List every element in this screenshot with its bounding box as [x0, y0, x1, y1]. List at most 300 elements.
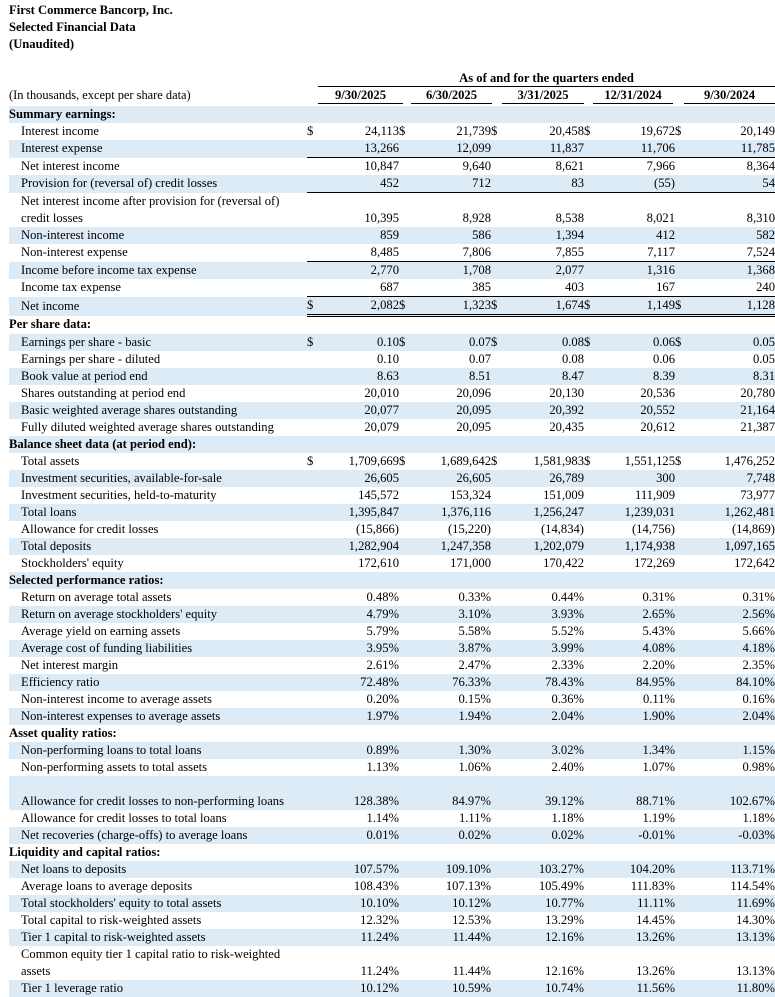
currency-symbol — [399, 402, 410, 419]
cell-value: 1,282,904 — [318, 538, 399, 555]
cell-value — [595, 844, 675, 861]
cell-value — [410, 106, 491, 123]
cell-value: 1,323 — [410, 297, 491, 316]
cell-value: 0.10 — [318, 334, 399, 351]
currency-symbol — [399, 436, 410, 453]
cell-value: 2.65% — [595, 606, 675, 623]
cell-value — [410, 844, 491, 861]
currency-symbol — [399, 589, 410, 606]
cell-value: 0.07 — [410, 334, 491, 351]
cell-value — [410, 572, 491, 589]
currency-symbol — [307, 470, 318, 487]
cell-value: 145,572 — [358, 488, 399, 502]
currency-symbol: $ — [399, 334, 410, 351]
currency-symbol — [584, 844, 595, 861]
cell-value: 5.66% — [742, 624, 775, 638]
cell-value: 21,387 — [740, 420, 775, 434]
section-label: Summary earnings: — [9, 106, 307, 123]
cell-value: 20,095 — [456, 420, 491, 434]
currency-symbol — [584, 810, 595, 827]
currency-symbol — [675, 487, 686, 504]
table-row — [9, 470, 775, 487]
section-label: Selected performance ratios: — [9, 572, 307, 589]
currency-symbol — [399, 912, 410, 929]
currency-symbol — [584, 158, 595, 176]
currency-symbol — [491, 725, 502, 742]
cell-value: 1,174,938 — [595, 538, 675, 555]
cell-value: 9,640 — [462, 159, 491, 173]
row-label: Allowance for credit losses — [21, 522, 159, 536]
cell-value: 153,324 — [450, 488, 491, 502]
cell-value: 12.16% — [545, 964, 584, 978]
cell-value: 12.16% — [502, 929, 584, 946]
currency-symbol — [399, 140, 410, 158]
currency-symbol — [307, 279, 318, 297]
row-label: Investment securities, available-for-sale — [9, 470, 307, 487]
row-label: Shares outstanding at period end — [21, 386, 186, 400]
column-date: 9/30/2024 — [684, 88, 775, 104]
cell-value: 385 — [410, 279, 491, 297]
currency-symbol — [675, 640, 686, 657]
table-row — [9, 861, 775, 878]
currency-symbol — [399, 487, 410, 504]
currency-symbol — [675, 175, 686, 193]
cell-value — [502, 725, 584, 742]
cell-value: 4.18% — [686, 640, 775, 657]
currency-symbol — [675, 759, 686, 776]
cell-value: 1.06% — [458, 760, 491, 774]
cell-value — [686, 572, 775, 589]
row-label: Earnings per share - basic — [9, 334, 307, 351]
currency-symbol — [399, 385, 410, 402]
table-row — [9, 453, 775, 470]
currency-symbol — [675, 419, 686, 436]
section-row — [9, 725, 775, 742]
currency-symbol — [675, 844, 686, 861]
cell-value: 0.08 — [561, 352, 584, 366]
units-note: (In thousands, except per share data) — [9, 88, 191, 102]
currency-symbol — [307, 946, 318, 980]
currency-symbol — [584, 402, 595, 419]
currency-symbol — [307, 351, 318, 368]
row-label: Efficiency ratio — [9, 674, 307, 691]
cell-value: 72.48% — [318, 674, 399, 691]
currency-symbol — [675, 827, 686, 844]
currency-symbol — [307, 419, 318, 436]
cell-value: 1,256,247 — [502, 504, 584, 521]
cell-value: 11,785 — [686, 140, 775, 158]
cell-value: 12.32% — [360, 913, 399, 927]
cell-value: 1,394 — [502, 227, 584, 244]
currency-symbol — [675, 368, 686, 385]
currency-symbol — [491, 244, 502, 262]
cell-value: 0.06 — [652, 352, 675, 366]
currency-symbol — [584, 708, 595, 725]
currency-symbol — [675, 980, 686, 997]
section-row — [9, 572, 775, 589]
currency-symbol — [399, 980, 410, 997]
currency-symbol — [584, 674, 595, 691]
cell-value: (14,869) — [731, 522, 775, 536]
currency-symbol — [399, 175, 410, 193]
currency-symbol — [399, 759, 410, 776]
currency-symbol — [675, 946, 686, 980]
currency-symbol — [584, 385, 595, 402]
cell-value — [595, 572, 675, 589]
cell-value: 8,021 — [646, 211, 675, 225]
cell-value: 0.02% — [502, 827, 584, 844]
cell-value: 172,642 — [734, 556, 775, 570]
table-row — [9, 912, 775, 929]
cell-value: 20,079 — [364, 420, 399, 434]
currency-symbol — [584, 929, 595, 946]
cell-value — [595, 106, 675, 123]
cell-value: 3.02% — [502, 742, 584, 759]
currency-symbol — [307, 316, 318, 335]
currency-symbol — [307, 708, 318, 725]
currency-symbol — [307, 674, 318, 691]
cell-value: 76.33% — [410, 674, 491, 691]
section-label: Per share data: — [9, 317, 92, 332]
currency-symbol — [307, 691, 318, 708]
cell-value: 1,674 — [502, 297, 584, 316]
currency-symbol — [491, 521, 502, 538]
row-label: Total deposits — [9, 538, 307, 555]
column-date: 6/30/2025 — [411, 88, 492, 104]
row-label: Return on average total assets — [21, 590, 172, 604]
table-row — [9, 742, 775, 759]
cell-value: 2.47% — [458, 658, 491, 672]
cell-value: 11,837 — [502, 140, 584, 158]
cell-value: 2,082 — [318, 297, 399, 316]
currency-symbol — [491, 158, 502, 176]
cell-value: 172,610 — [358, 556, 399, 570]
currency-symbol — [307, 810, 318, 827]
cell-value: 1.07% — [642, 760, 675, 774]
row-label: Average loans to average deposits — [21, 879, 193, 893]
currency-symbol — [399, 606, 410, 623]
section-row — [9, 436, 775, 453]
table-row — [9, 351, 775, 368]
cell-value — [595, 725, 675, 742]
currency-symbol — [307, 657, 318, 674]
table-row — [9, 606, 775, 623]
cell-value — [502, 572, 584, 589]
cell-value: 0.36% — [551, 692, 584, 706]
cell-value: 5.52% — [551, 624, 584, 638]
cell-value: 10.12% — [318, 980, 399, 997]
cell-value: 3.93% — [502, 606, 584, 623]
currency-symbol: $ — [584, 454, 591, 468]
cell-value: 1,689,642 — [440, 454, 491, 468]
cell-value: 20,130 — [549, 386, 584, 400]
currency-symbol: $ — [307, 297, 318, 316]
currency-symbol — [584, 980, 595, 997]
row-label: Income tax expense — [21, 280, 122, 295]
currency-symbol — [307, 980, 318, 997]
cell-value: 2.04% — [502, 708, 584, 725]
currency-symbol — [675, 106, 686, 123]
currency-symbol — [399, 419, 410, 436]
cell-value: 11.44% — [452, 964, 491, 978]
company-name: First Commerce Bancorp, Inc. — [9, 3, 173, 17]
currency-symbol — [675, 227, 686, 244]
currency-symbol — [491, 606, 502, 623]
cell-value: 24,113 — [364, 124, 399, 138]
currency-symbol — [307, 776, 318, 810]
currency-symbol — [399, 368, 410, 385]
cell-value: 2,770 — [318, 262, 399, 280]
row-label: Common equity tier 1 capital ratio to risk-weighted assets — [21, 947, 281, 978]
currency-symbol — [675, 279, 686, 297]
cell-value: 11.24% — [360, 964, 399, 978]
currency-symbol — [399, 227, 410, 244]
currency-symbol: $ — [399, 124, 406, 138]
cell-value: 1.18% — [551, 811, 584, 825]
cell-value: 7,806 — [410, 244, 491, 262]
currency-symbol — [491, 589, 502, 606]
row-label: Stockholders' equity — [21, 556, 124, 570]
currency-symbol — [584, 436, 595, 453]
currency-symbol: $ — [675, 334, 686, 351]
row-label: Tier 1 capital to risk-weighted assets — [9, 929, 307, 946]
currency-symbol — [675, 470, 686, 487]
cell-value: 11.69% — [686, 895, 775, 912]
cell-value: (14,834) — [540, 522, 584, 536]
currency-symbol — [491, 504, 502, 521]
currency-symbol — [491, 140, 502, 158]
cell-value: 0.48% — [366, 590, 399, 604]
cell-value: 8.31 — [686, 368, 775, 385]
section-row — [9, 844, 775, 861]
cell-value: 167 — [595, 279, 675, 297]
table-row — [9, 980, 775, 997]
currency-symbol — [399, 827, 410, 844]
cell-value: 26,605 — [318, 470, 399, 487]
currency-symbol — [399, 538, 410, 555]
table-row — [9, 334, 775, 351]
cell-value: 4.08% — [595, 640, 675, 657]
section-row — [9, 316, 775, 335]
cell-value: 1,368 — [686, 262, 775, 280]
currency-symbol — [307, 385, 318, 402]
currency-symbol — [491, 844, 502, 861]
currency-symbol — [491, 895, 502, 912]
table-row — [9, 776, 775, 810]
currency-symbol — [491, 316, 502, 335]
currency-symbol — [584, 419, 595, 436]
cell-value: 0.02% — [410, 827, 491, 844]
row-label: Average cost of funding liabilities — [9, 640, 307, 657]
table-row — [9, 487, 775, 504]
currency-symbol — [491, 691, 502, 708]
currency-symbol — [584, 912, 595, 929]
currency-symbol — [584, 640, 595, 657]
table-row — [9, 521, 775, 538]
currency-symbol — [584, 538, 595, 555]
cell-value: 14.30% — [736, 913, 775, 927]
cell-value: 0.31% — [742, 590, 775, 604]
currency-symbol — [399, 623, 410, 640]
currency-symbol — [675, 657, 686, 674]
table-row — [9, 419, 775, 436]
table-row — [9, 759, 775, 776]
cell-value: 712 — [410, 175, 491, 193]
currency-symbol: $ — [399, 454, 406, 468]
currency-symbol — [491, 878, 502, 895]
currency-symbol — [584, 878, 595, 895]
currency-symbol — [399, 640, 410, 657]
table-row — [9, 140, 775, 158]
cell-value: 8.63 — [318, 368, 399, 385]
currency-symbol — [584, 316, 595, 335]
cell-value: 20,010 — [364, 386, 399, 400]
cell-value: 0.07 — [468, 352, 491, 366]
cell-value: 5.43% — [642, 624, 675, 638]
cell-value: 11.11% — [595, 895, 675, 912]
cell-value: 0.05 — [752, 352, 775, 366]
cell-value: 1,476,252 — [724, 454, 775, 468]
cell-value: 0.06 — [595, 334, 675, 351]
currency-symbol — [675, 158, 686, 176]
table-row — [9, 175, 775, 193]
table-row — [9, 827, 775, 844]
currency-symbol — [307, 623, 318, 640]
table-row — [9, 279, 775, 297]
table-row — [9, 504, 775, 521]
cell-value: 586 — [410, 227, 491, 244]
cell-value: 8,928 — [462, 211, 491, 225]
cell-value: 2.20% — [642, 658, 675, 672]
currency-symbol: $ — [584, 334, 595, 351]
cell-value: 1,247,358 — [410, 538, 491, 555]
currency-symbol — [584, 193, 595, 228]
currency-symbol — [307, 725, 318, 742]
cell-value: 2.56% — [686, 606, 775, 623]
cell-value: 20,095 — [410, 402, 491, 419]
cell-value: 7,966 — [646, 159, 675, 173]
cell-value: 20,536 — [640, 386, 675, 400]
cell-value: 111.83% — [630, 879, 675, 893]
table-row — [9, 810, 775, 827]
cell-value: 107.13% — [445, 879, 491, 893]
cell-value: -0.01% — [595, 827, 675, 844]
currency-symbol — [491, 980, 502, 997]
cell-value: 8.51 — [410, 368, 491, 385]
financial-table — [9, 106, 775, 997]
currency-symbol — [584, 244, 595, 262]
row-label: Interest income — [21, 124, 99, 138]
cell-value: 13.13% — [686, 929, 775, 946]
cell-value: 84.97% — [410, 776, 491, 810]
cell-value: 8,485 — [318, 244, 399, 262]
currency-symbol — [307, 878, 318, 895]
currency-symbol — [675, 589, 686, 606]
cell-value: 1,708 — [410, 262, 491, 280]
currency-symbol — [491, 572, 502, 589]
cell-value — [686, 436, 775, 453]
cell-value: 2.33% — [551, 658, 584, 672]
cell-value: 2,077 — [502, 262, 584, 280]
currency-symbol — [675, 555, 686, 572]
cell-value: 5.58% — [458, 624, 491, 638]
cell-value: 0.33% — [458, 590, 491, 604]
currency-symbol — [675, 436, 686, 453]
row-label: Fully diluted weighted average shares outstanding — [21, 420, 274, 434]
currency-symbol — [399, 657, 410, 674]
cell-value: 88.71% — [595, 776, 675, 810]
cell-value: (15,220) — [447, 522, 491, 536]
currency-symbol — [675, 742, 686, 759]
cell-value — [502, 844, 584, 861]
cell-value: 403 — [502, 279, 584, 297]
currency-symbol — [307, 521, 318, 538]
row-label: Income before income tax expense — [9, 262, 307, 280]
cell-value: 114.54% — [730, 879, 775, 893]
row-label: Net interest income — [21, 158, 120, 173]
cell-value — [595, 436, 675, 453]
currency-symbol — [675, 912, 686, 929]
currency-symbol — [491, 175, 502, 193]
currency-symbol — [675, 385, 686, 402]
cell-value: 1,581,983 — [533, 454, 584, 468]
cell-value: 11.44% — [410, 929, 491, 946]
cell-value: 2.61% — [366, 658, 399, 672]
currency-symbol — [675, 861, 686, 878]
cell-value: 11.24% — [318, 929, 399, 946]
row-label: Investment securities, held-to-maturity — [21, 488, 217, 502]
currency-symbol — [491, 193, 502, 228]
cell-value: 0.44% — [551, 590, 584, 604]
table-row — [9, 123, 775, 140]
cell-value: 1.19% — [642, 811, 675, 825]
currency-symbol — [584, 606, 595, 623]
cell-value: 1.34% — [595, 742, 675, 759]
cell-value: 20,149 — [740, 124, 775, 138]
row-label: Non-interest expenses to average assets — [9, 708, 307, 725]
currency-symbol — [399, 691, 410, 708]
table-row — [9, 640, 775, 657]
cell-value: 1,316 — [595, 262, 675, 280]
currency-symbol — [307, 742, 318, 759]
cell-value: 3.99% — [502, 640, 584, 657]
column-date: 9/30/2025 — [318, 88, 403, 104]
cell-value: 412 — [595, 227, 675, 244]
currency-symbol — [307, 640, 318, 657]
currency-symbol — [675, 623, 686, 640]
row-label: Net recoveries (charge-offs) to average loans — [9, 827, 307, 844]
currency-symbol: $ — [307, 454, 314, 468]
cell-value: 21,164 — [686, 402, 775, 419]
currency-symbol — [307, 402, 318, 419]
currency-symbol — [491, 776, 502, 810]
cell-value — [686, 844, 775, 861]
cell-value: (55) — [595, 175, 675, 193]
cell-value: 4.79% — [318, 606, 399, 623]
currency-symbol: $ — [491, 334, 502, 351]
currency-symbol — [307, 175, 318, 193]
cell-value: 20,077 — [318, 402, 399, 419]
cell-value: 104.20% — [595, 861, 675, 878]
currency-symbol — [491, 742, 502, 759]
cell-value: 10,395 — [364, 211, 399, 225]
cell-value: 7,524 — [686, 244, 775, 262]
row-label: Provision for (reversal of) credit losses — [9, 175, 307, 193]
cell-value — [318, 316, 399, 335]
cell-value: 73,977 — [740, 488, 775, 502]
currency-symbol — [584, 827, 595, 844]
cell-value: 105.49% — [538, 879, 584, 893]
